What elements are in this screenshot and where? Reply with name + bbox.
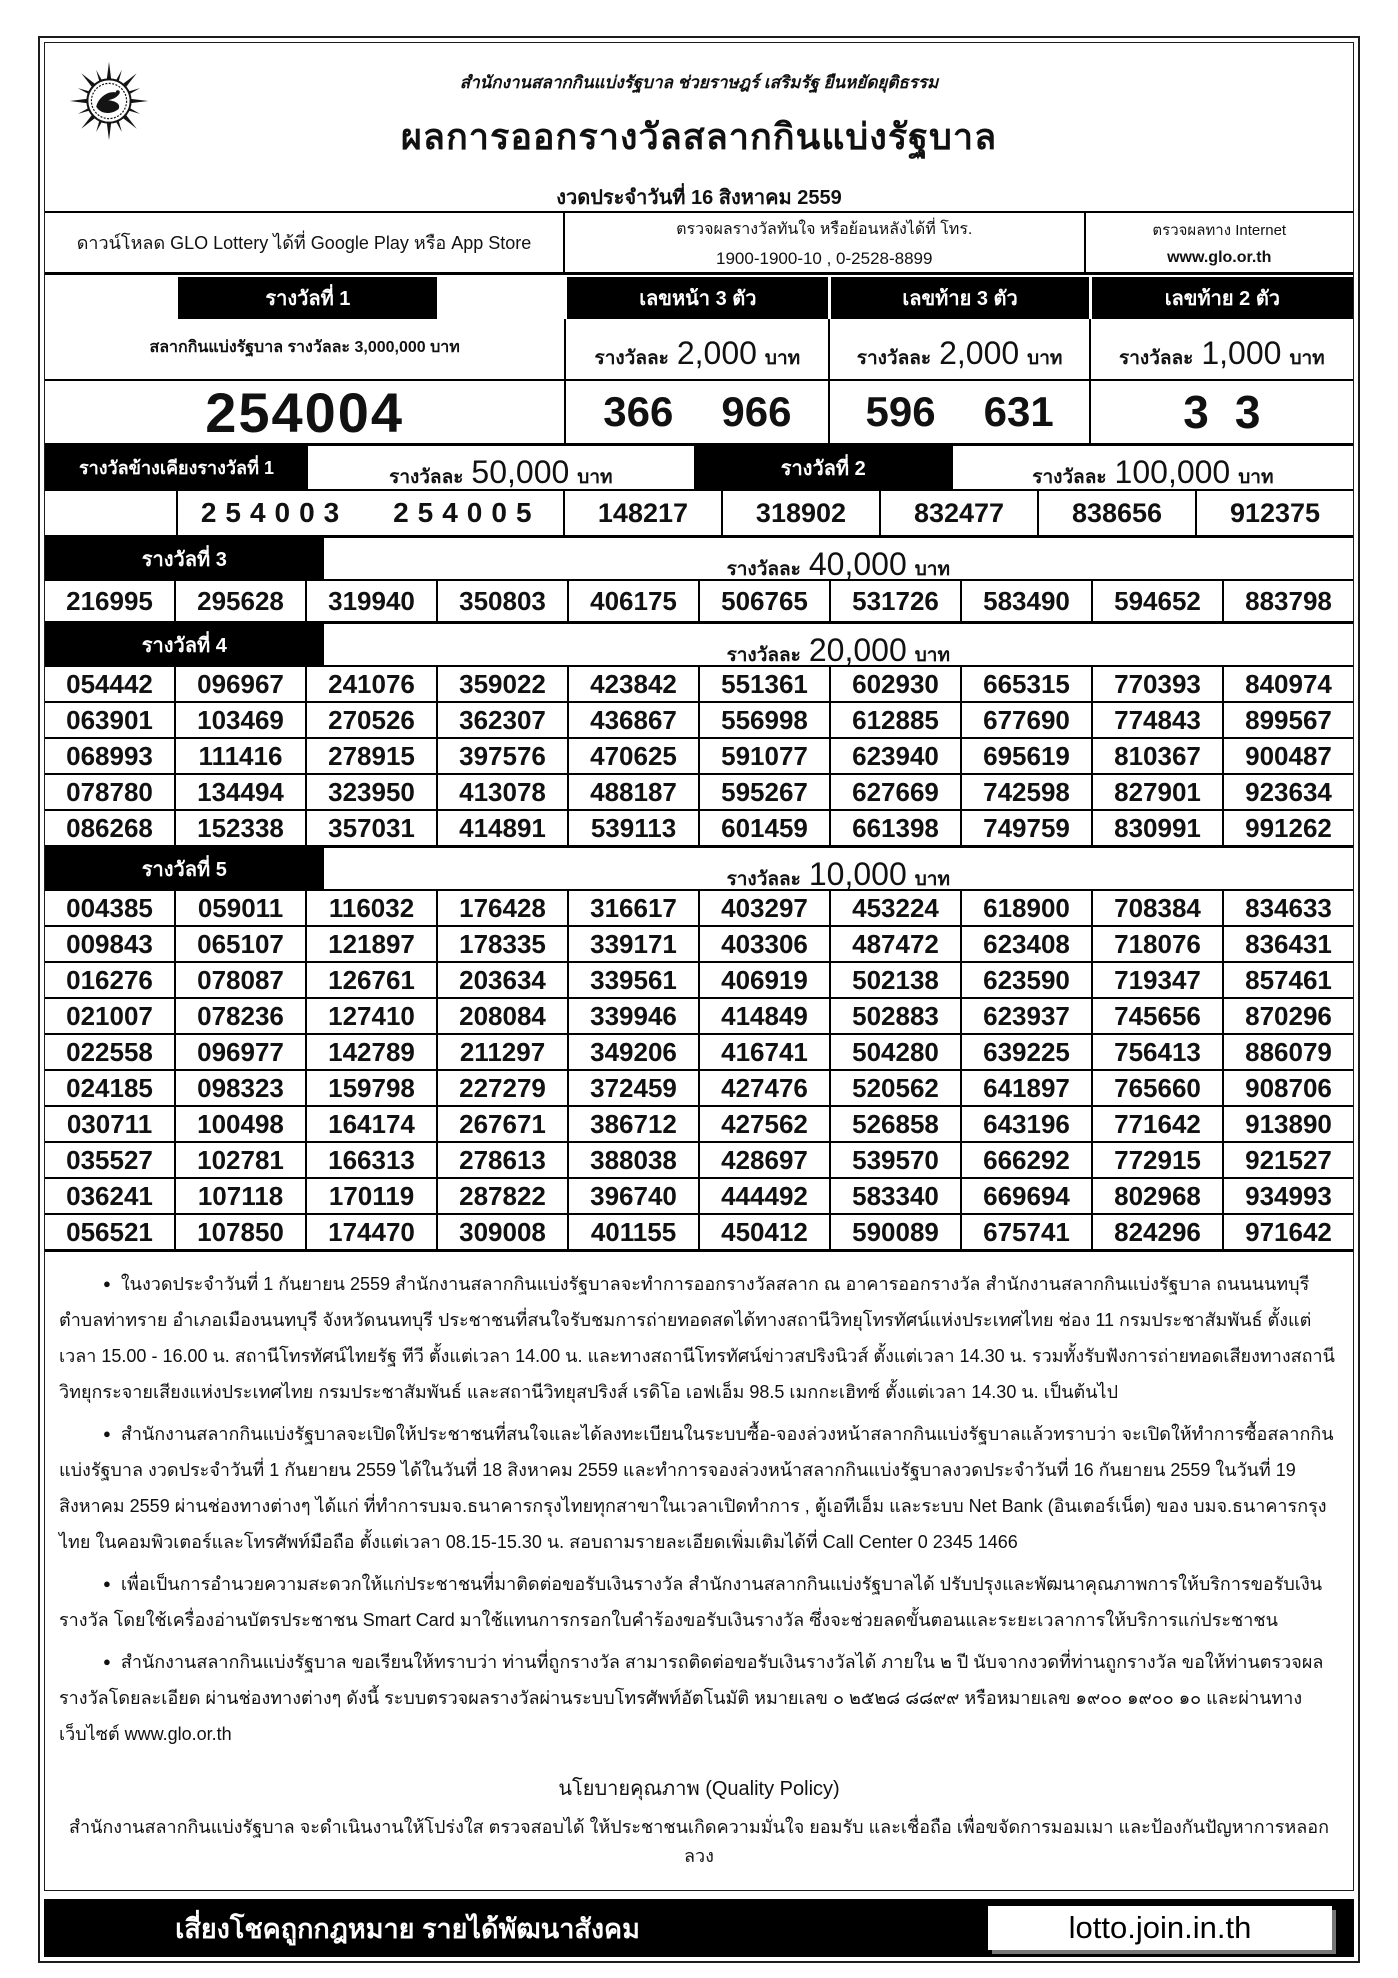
prize-column-headers [45,277,1353,319]
amount-unit: บาท [764,348,801,369]
amount-value: 2,000 [676,335,757,371]
amount-prefix: รางวัลละ [594,348,669,369]
winning-number: 423842 [567,667,698,701]
winning-number: 403306 [698,927,829,961]
last3-amount [828,319,1088,379]
winning-number: 166313 [305,1143,436,1177]
winning-number: 719347 [1091,963,1222,997]
winning-number: 623937 [960,999,1091,1033]
front3-amount [564,319,828,379]
winning-number: 152338 [174,811,305,845]
adjacent-prize2-band [45,443,1353,489]
number-row [45,891,1353,925]
amount-prefix: รางวัลละ [1119,348,1194,369]
winning-number: 470625 [567,739,698,773]
amount-value: 50,000 [471,454,570,490]
winning-number: 111416 [174,739,305,773]
winning-number: 623408 [960,927,1091,961]
winning-number: 840974 [1222,667,1353,701]
winning-number: 824296 [1091,1215,1222,1249]
adjacent-numbers [178,491,563,535]
winning-number: 427476 [698,1071,829,1105]
winning-number: 526858 [829,1107,960,1141]
winning-number: 406919 [698,963,829,997]
winning-number: 022558 [66,1036,153,1067]
last2-number [1089,381,1353,443]
winning-number: 078087 [174,963,305,997]
winning-number: 287822 [436,1179,567,1213]
winning-number: 134494 [174,775,305,809]
winning-number: 913890 [1222,1107,1353,1141]
winning-number: 590089 [829,1215,960,1249]
winning-number: 227279 [436,1071,567,1105]
winning-number: 323950 [305,775,436,809]
amount-prefix: รางวัลละ [726,645,801,666]
footer-slogan: เสี่ยงโชคถูกกฎหมาย รายได้พัฒนาสังคม [175,1913,640,1944]
amount-prefix: รางวัลละ [726,869,801,890]
winning-number: 078780 [66,776,153,807]
winning-number: 016276 [66,964,153,995]
winning-number: 627669 [829,775,960,809]
winning-number: 009843 [66,928,153,959]
winning-number: 397576 [436,739,567,773]
winning-number: 665315 [960,667,1091,701]
winning-number: 623940 [829,739,960,773]
prize4-band [45,621,1353,668]
prize5-header: รางวัลที่ 5 [45,848,324,889]
winning-number: 836431 [1222,927,1353,961]
winning-number: 453224 [829,891,960,925]
adjacent-prize-header: รางวัลข้างเคียงรางวัลที่ 1 [45,446,308,489]
amount-unit: บาท [914,559,951,580]
phone-numbers: 1900-1900-10 , 0-2528-8899 [716,248,933,268]
winning-number: 254003 [200,497,349,528]
winning-number: 309008 [436,1215,567,1249]
winning-number: 414891 [436,811,567,845]
winning-number: 241076 [305,667,436,701]
winning-number: 770393 [1091,667,1222,701]
note-text: สำนักงานสลากกินแบ่งรัฐบาล ขอเรียนให้ทราบว่า ท่านที่ถูกรางวัล สามารถติดต่อขอรับเงินรางวัลได้ ภายใน ๒ ปี นับจากงวดที่ท่านถูกรางวัล ขอให้ท่านตรวจผลรางวัลโดยละเอียด ผ่านช่องทางต่างๆ ดังนี้ ระบบตรวจผลรางวัลผ่านระบบโทรศัพท์อัตโนมัติ หมายเลข ๐ ๒๕๒๘ ๘๘๙๙ หรือหมายเลข ๑๙๐๐ ๑๙๐๐ ๑๐ และผ่านทาง เว็บไซต์ www.glo.or.th [59,1652,1324,1744]
winning-number: 098323 [174,1071,305,1105]
amount-unit: บาท [914,645,951,666]
winning-number: 102781 [174,1143,305,1177]
glo-website-url: www.glo.or.th [1167,249,1272,266]
prize3-amount [324,538,1353,582]
number-row [45,1177,1353,1213]
winning-number: 531726 [829,581,960,621]
winning-number: 216995 [66,585,153,616]
winning-number: 771642 [1091,1107,1222,1141]
winning-number: 339171 [567,927,698,961]
footer-bar [44,1899,1354,1957]
adjacent-prize-amount [308,446,694,489]
amount-unit: บาท [1027,348,1063,369]
winning-number: 401155 [567,1215,698,1249]
winning-number: 116032 [305,891,436,925]
number-row [45,1105,1353,1141]
page-title: ผลการออกรางวัลสลากกินแบ่งรัฐบาล [400,116,998,157]
amount-value: 1,000 [1201,335,1282,371]
winning-number: 142789 [305,1035,436,1069]
winning-number: 666292 [960,1143,1091,1177]
winning-number: 096977 [174,1035,305,1069]
winning-number: 556998 [698,703,829,737]
winning-number: 886079 [1222,1035,1353,1069]
winning-number: 428697 [698,1143,829,1177]
amount-value: 40,000 [808,546,907,582]
winning-number: 339561 [567,963,698,997]
quality-policy-heading: นโยบายคุณภาพ (Quality Policy) [558,1778,840,1800]
winning-number: 908706 [1222,1071,1353,1105]
spacer [437,277,564,319]
winning-number: 403297 [698,891,829,925]
amount-unit: บาท [1238,467,1274,488]
winning-number: 745656 [1091,999,1222,1033]
prize2-header: รางวัลที่ 2 [694,446,953,489]
winning-number: 068993 [66,740,153,771]
winning-number: 3 [1183,386,1209,438]
prize5-band [45,845,1353,892]
winning-number: 100498 [174,1107,305,1141]
prize4-amount [324,624,1353,668]
winning-number: 078236 [174,999,305,1033]
winning-number: 316617 [567,891,698,925]
note-text: ในงวดประจำวันที่ 1 กันยายน 2559 สำนักงานสลากกินแบ่งรัฐบาลจะทำการออกรางวัลสลาก ณ อาคารออกรางวัล สำนักงานสลากกินแบ่งรัฐบาล ถนนนนทบุรี ตำบลท่าทราย อำเภอเมืองนนทบุรี จังหวัดนนทบุรี ประชาชนที่สนใจรับชมการถ่ายทอดสดได้ทางสถานีวิทยุโทรทัศน์แห่งประเทศไทย ช่อง 11 กรมประชาสัมพันธ์ ตั้งแต่เวลา 15.00 - 16.00 น. สถานีโทรทัศน์ไทยรัฐ ทีวี ตั้งแต่เวลา 14.00 น. และทางสถานีโทรทัศน์ข่าวสปริงนิวส์ ตั้งแต่เวลา 14.30 น. รวมทั้งรับฟังการถ่ายทอดเสียงทางสถานีวิทยุกระจายเสียงแห่งประเทศไทย กรมประชาสัมพันธ์ และสถานีวิทยุสปริงส์ เรดิโอ เอฟเอ็ม 98.5 เมกกะเฮิทซ์ ตั้งแต่เวลา 14.30 น. เป็นต้นไป [59,1274,1335,1402]
winning-number: 838656 [1037,491,1195,535]
winning-number: 107850 [174,1215,305,1249]
winning-number: 444492 [698,1179,829,1213]
amount-value: 2,000 [939,335,1020,371]
adjacent-prize2-numbers-row [45,489,1353,535]
winning-number: 254005 [393,497,541,528]
number-row [45,1033,1353,1069]
number-row [565,491,1353,535]
prize-amount-row [45,319,1353,379]
winning-number: 612885 [829,703,960,737]
winning-number: 203634 [436,963,567,997]
winning-number: 623590 [960,963,1091,997]
winning-number: 539570 [829,1143,960,1177]
winning-number: 506765 [698,581,829,621]
quality-policy-text: สำนักงานสลากกินแบ่งรัฐบาล จะดำเนินงานให้โปร่งใส ตรวจสอบได้ ให้ประชาชนเกิดความมั่นใจ ยอมรับ และเชื่อถือ เพื่อขจัดการมอมเมา และป้องกันปัญหาการหลอกลวง [68,1817,1330,1866]
empty-cell [45,491,178,535]
winning-number: 765660 [1091,1071,1222,1105]
winning-number: 802968 [1091,1179,1222,1213]
winning-number: 991262 [1222,811,1353,845]
bullet-icon: ● [103,1576,111,1591]
prize3-band [45,535,1353,582]
amount-unit: บาท [1289,348,1325,369]
winning-number: 539113 [567,811,698,845]
number-row [45,667,1353,701]
winning-number: 583340 [829,1179,960,1213]
number-row [45,1141,1353,1177]
winning-number: 677690 [960,703,1091,737]
amount-prefix: รางวัลละ [726,559,801,580]
winning-number: 520562 [829,1071,960,1105]
first-prize-number: 254004 [205,380,405,444]
winning-number: 350803 [436,581,567,621]
prize5-amount [324,848,1353,892]
winning-number: 178335 [436,927,567,961]
winning-number: 164174 [305,1107,436,1141]
amount-value: 100,000 [1114,454,1231,490]
winning-number: 388038 [567,1143,698,1177]
winning-number: 096967 [174,667,305,701]
winning-number: 319940 [305,581,436,621]
bullet-icon: ● [103,1426,111,1441]
winning-number: 631 [983,388,1054,435]
number-row [45,961,1353,997]
winning-number: 148217 [597,497,689,528]
winning-number: 024185 [66,1072,153,1103]
winning-number: 827901 [1091,775,1222,809]
winning-number: 103469 [174,703,305,737]
winning-number: 359022 [436,667,567,701]
winning-number: 349206 [567,1035,698,1069]
prize3-header: รางวัลที่ 3 [45,538,324,579]
winning-number: 487472 [829,927,960,961]
amount-prefix: รางวัลละ [389,467,464,488]
winning-number: 278613 [436,1143,567,1177]
app-download-note: ดาวน์โหลด GLO Lottery ได้ที่ Google Play หรือ App Store [76,233,532,253]
winning-number: 413078 [436,775,567,809]
winning-number: 504280 [829,1035,960,1069]
first-prize-amount: สลากกินแบ่งรัฐบาล รางวัลละ 3,000,000 บาท [149,339,460,356]
prize5-numbers-grid [45,889,1353,1249]
prize2-amount [953,446,1353,489]
winning-number: 211297 [436,1035,567,1069]
winning-number: 857461 [1222,963,1353,997]
contact-strip [45,211,1353,275]
winning-number: 966 [721,388,792,435]
internet-check-label: ตรวจผลทาง Internet [1152,222,1287,239]
winning-number: 708384 [1091,891,1222,925]
winning-number: 357031 [305,811,436,845]
winning-number: 618900 [960,891,1091,925]
front3-header: เลขหน้า 3 ตัว [564,277,828,319]
winning-number: 934993 [1222,1179,1353,1213]
winning-number: 502138 [829,963,960,997]
note-paragraph [59,1416,1339,1560]
winning-number: 414849 [698,999,829,1033]
note-paragraph [59,1644,1339,1752]
number-row [45,997,1353,1033]
amount-unit: บาท [577,467,613,488]
last3-numbers [828,381,1088,443]
winning-number: 278915 [305,739,436,773]
winning-number: 362307 [436,703,567,737]
winning-number: 267671 [436,1107,567,1141]
spacer [45,277,178,319]
winning-number: 595267 [698,775,829,809]
winning-number: 900487 [1222,739,1353,773]
winning-number: 583490 [960,581,1091,621]
winning-number: 386712 [567,1107,698,1141]
number-row [45,701,1353,737]
winning-number: 883798 [1222,581,1353,621]
winning-number: 372459 [567,1071,698,1105]
winning-number: 502883 [829,999,960,1033]
prize3-numbers-grid [45,579,1353,621]
footer-site-url: lotto.join.in.th [988,1906,1332,1950]
number-row [45,1069,1353,1105]
winning-number: 749759 [960,811,1091,845]
winning-number: 830991 [1091,811,1222,845]
winning-number: 063901 [66,704,153,735]
winning-number: 601459 [698,811,829,845]
winning-number: 602930 [829,667,960,701]
amount-value: 20,000 [808,632,907,668]
winning-number: 591077 [698,739,829,773]
winning-number: 641897 [960,1071,1091,1105]
note-text: เพื่อเป็นการอำนวยความสะดวกให้แก่ประชาชนที่มาติดต่อขอรับเงินรางวัล สำนักงานสลากกินแบ่งรัฐบาลได้ ปรับปรุงและพัฒนาคุณภาพการให้บริการขอรับเงินรางวัล โดยใช้เครื่องอ่านบัตรประชาชน Smart Card มาใช้แทนการกรอกใบคำร้องขอรับเงินรางวัล ซึ่งจะช่วยลดขั้นตอนและระยะเวลาการให้บริการแก่ประชาชน [59,1574,1323,1630]
winning-number: 208084 [436,999,567,1033]
front3-numbers [564,381,828,443]
prize2-numbers [563,491,1353,535]
winning-number: 639225 [960,1035,1091,1069]
winning-number: 366 [603,388,674,435]
winning-number: 718076 [1091,927,1222,961]
note-paragraph [59,1266,1339,1410]
winning-number: 669694 [960,1179,1091,1213]
number-row [45,925,1353,961]
winning-number: 695619 [960,739,1091,773]
winning-number: 121897 [305,927,436,961]
winning-number: 899567 [1222,703,1353,737]
note-text: สำนักงานสลากกินแบ่งรัฐบาลจะเปิดให้ประชาชนที่สนใจและได้ลงทะเบียนในระบบซื้อ-จองล่วงหน้าสลากกินแบ่งรัฐบาลแล้วทราบว่า จะเปิดให้ทำการซื้อสลากกินแบ่งรัฐบาล งวดประจำวันที่ 1 กันยายน 2559 ได้ในวันที่ 18 สิงหาคม 2559 และทำการจองล่วงหน้าสลากกินแบ่งรัฐบาลงวดประจำวันที่ 16 กันยายน 2559 ในวันที่ 19 สิงหาคม 2559 ผ่านช่องทางต่างๆ ได้แก่ ที่ทำการบมจ.ธนาคารกรุงไทยทุกสาขาในเวลาเปิดทำการ , ตู้เอทีเอ็ม และระบบ Net Bank (อินเตอร์เน็ต) ของ บมจ.ธนาคารกรุงไทย ในคอมพิวเตอร์และโทรศัพท์มือถือ ตั้งแต่เวลา 08.15-15.30 น. สอบถามรายละเอียดเพิ่มเติมได้ที่ Call Center 0 2345 1466 [59,1424,1334,1552]
winning-number: 551361 [698,667,829,701]
winning-number: 035527 [66,1144,153,1175]
winning-number: 086268 [66,812,153,843]
winning-number: 107118 [174,1179,305,1213]
winning-number: 126761 [305,963,436,997]
winning-number: 870296 [1222,999,1353,1033]
main-winning-numbers-row [45,379,1353,443]
winning-number: 675741 [960,1215,1091,1249]
winning-number: 021007 [66,1000,153,1031]
prize4-header: รางวัลที่ 4 [45,624,324,665]
last2-amount [1089,319,1353,379]
bullet-icon: ● [103,1654,111,1669]
winning-number: 295628 [174,581,305,621]
glo-seal-logo [69,59,149,148]
draw-date: งวดประจำวันที่ 16 สิงหาคม 2559 [556,187,842,209]
winning-number: 450412 [698,1215,829,1249]
phone-check-cell [563,213,1084,272]
winning-number: 036241 [66,1180,153,1211]
footnotes [45,1249,1353,1890]
winning-number: 921527 [1222,1143,1353,1177]
amount-prefix: รางวัลละ [1032,467,1107,488]
winning-number: 318902 [721,491,879,535]
note-paragraph [59,1566,1339,1638]
winning-number: 056521 [66,1216,153,1247]
winning-number: 427562 [698,1107,829,1141]
number-row [45,737,1353,773]
winning-number: 832477 [879,491,1037,535]
first-prize-header: รางวัลที่ 1 [178,277,437,319]
number-row [45,809,1353,845]
winning-number: 912375 [1195,491,1353,535]
last2-header: เลขท้าย 2 ตัว [1089,277,1353,319]
winning-number: 971642 [1222,1215,1353,1249]
winning-number: 488187 [567,775,698,809]
winning-number: 416741 [698,1035,829,1069]
winning-number: 396740 [567,1179,698,1213]
office-motto: สำนักงานสลากกินแบ่งรัฐบาล ช่วยราษฎร์ เสริมรัฐ ยืนหยัดยุติธรรม [459,73,939,92]
winning-number: 923634 [1222,775,1353,809]
last3-header: เลขท้าย 3 ตัว [828,277,1088,319]
winning-number: 030711 [66,1108,153,1139]
winning-number: 004385 [66,892,153,923]
winning-number: 176428 [436,891,567,925]
winning-number: 174470 [305,1215,436,1249]
winning-number: 3 [1234,386,1261,438]
winning-number: 159798 [305,1071,436,1105]
amount-value: 10,000 [808,856,907,892]
amount-prefix: รางวัลละ [856,348,932,369]
bullet-icon: ● [103,1276,111,1291]
winning-number: 643196 [960,1107,1091,1141]
winning-number: 054442 [66,668,153,699]
winning-number: 756413 [1091,1035,1222,1069]
winning-number: 834633 [1222,891,1353,925]
winning-number: 742598 [960,775,1091,809]
number-row [45,581,1353,621]
winning-number: 065107 [174,927,305,961]
winning-number: 127410 [305,999,436,1033]
amount-unit: บาท [914,869,951,890]
winning-number: 594652 [1091,581,1222,621]
number-row [45,773,1353,809]
document-inner-frame [44,42,1354,1891]
phone-check-label: ตรวจผลรางวัลทันใจ หรือย้อนหลังได้ที่ โทร. [676,220,973,238]
winning-number: 436867 [567,703,698,737]
number-row [45,1213,1353,1249]
lottery-results-document [38,36,1360,1963]
winning-number: 270526 [305,703,436,737]
winning-number: 170119 [305,1179,436,1213]
winning-number: 772915 [1091,1143,1222,1177]
winning-number: 774843 [1091,703,1222,737]
internet-check-cell [1084,213,1353,272]
prize4-numbers-grid [45,665,1353,845]
winning-number: 596 [865,388,936,435]
winning-number: 059011 [174,891,305,925]
winning-number: 406175 [567,581,698,621]
winning-number: 339946 [567,999,698,1033]
winning-number: 661398 [829,811,960,845]
winning-number: 810367 [1091,739,1222,773]
document-header [45,43,1353,211]
